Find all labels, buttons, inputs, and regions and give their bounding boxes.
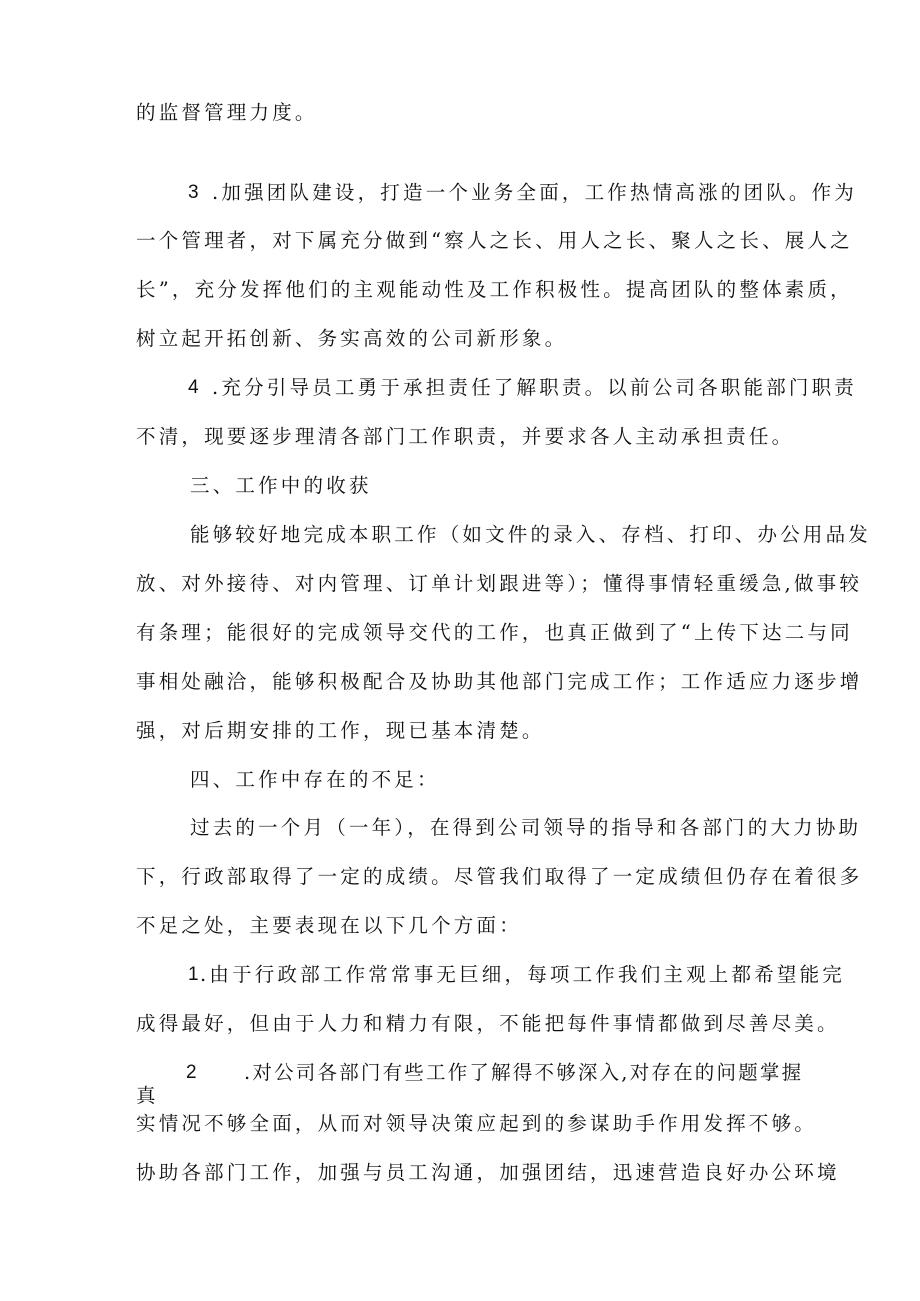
text-line: 的监督管理力度。 xyxy=(136,101,318,124)
text-line: 过去的一个月（一年），在得到公司领导的指导和各部门的大力协助 xyxy=(190,816,862,839)
text-line: .对公司各部门有些工作了解得不够深入,对存在的问题掌握 xyxy=(244,1061,804,1084)
text-line: 不足之处，主要表现在以下几个方面： xyxy=(136,914,522,937)
text-line: 强，对后期安排的工作，现已基本清楚。 xyxy=(136,719,545,742)
text-line: 协助各部门工作，加强与员工沟通，加强团结，迅速营造良好办公环境 xyxy=(136,1161,840,1184)
text-line: 有条理；能很好的完成领导交代的工作，也真正做到了“上传下达二与同 xyxy=(136,621,853,644)
text-line: 真 xyxy=(136,1084,159,1107)
item-number: 3 xyxy=(188,182,199,203)
text-line: 长”，充分发挥他们的主观能动性及工作积极性。提高团队的整体素质， xyxy=(136,278,853,301)
text-line: 不清，现要逐步理清各部门工作职责，并要求各人主动承担责任。 xyxy=(136,425,795,448)
text-line: .由于行政部工作常常事无巨细，每项工作我们主观上都希望能完 xyxy=(200,963,845,986)
text-line: 实情况不够全面，从而对领导决策应起到的参谋助手作用发挥不够。 xyxy=(136,1112,818,1135)
item-number: 1 xyxy=(188,964,199,985)
section-heading: 四、工作中存在的不足： xyxy=(190,768,440,791)
text-line: 放、对外接待、对内管理、订单计划跟进等）；懂得事情轻重缓急,做事较 xyxy=(136,572,863,595)
text-line: 一个管理者，对下属充分做到“察人之长、用人之长、聚人之长、展人之 xyxy=(136,229,853,252)
item-number: 2 xyxy=(186,1062,197,1083)
item-number: 4 xyxy=(188,377,199,398)
text-line: 事相处融洽，能够积极配合及协助其他部门完成工作；工作适应力逐步增 xyxy=(136,670,863,693)
text-line: .充分引导员工勇于承担责任了解职责。以前公司各职能部门职责 xyxy=(212,376,857,399)
text-line: 下，行政部取得了一定的成绩。尽管我们取得了一定成绩但仍存在着很多 xyxy=(136,865,863,888)
text-line: 能够较好地完成本职工作（如文件的录入、存档、打印、办公用品发 xyxy=(190,523,872,546)
text-line: 成得最好，但由于人力和精力有限，不能把每件事情都做到尽善尽美。 xyxy=(136,1012,840,1035)
section-heading: 三、工作中的收获 xyxy=(190,474,372,497)
text-line: .加强团队建设，打造一个业务全面，工作热情高涨的团队。作为 xyxy=(212,181,857,204)
text-line: 树立起开拓创新、务实高效的公司新形象。 xyxy=(136,327,568,350)
